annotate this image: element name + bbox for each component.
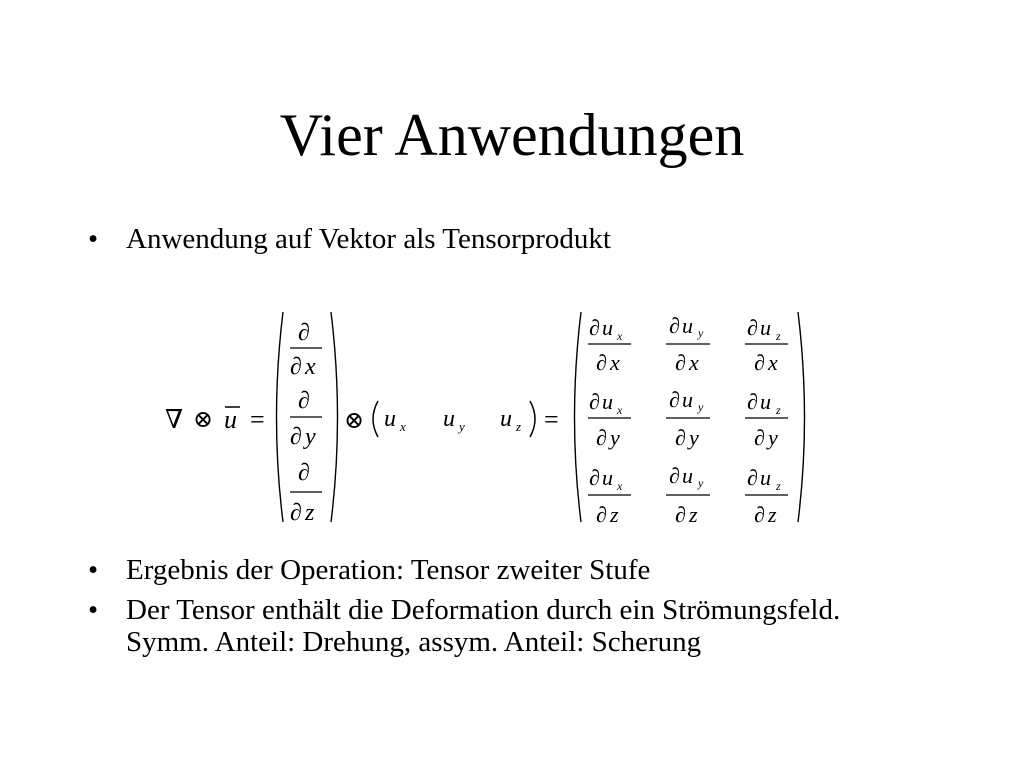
- partial-symbol: ∂: [596, 425, 607, 450]
- matrix-subscript: x: [617, 403, 623, 417]
- partial-symbol: ∂: [290, 500, 302, 526]
- matrix-subscript: y: [698, 400, 704, 414]
- partial-symbol: ∂: [669, 313, 680, 338]
- otimes-symbol: ⊗: [193, 407, 214, 433]
- otimes-symbol: ⊗: [344, 408, 365, 434]
- component-label: y: [768, 425, 778, 450]
- partial-symbol: ∂: [675, 425, 686, 450]
- component-label: z: [689, 502, 698, 527]
- right-paren-row: [530, 401, 535, 437]
- matrix-subscript: z: [776, 329, 781, 343]
- right-paren-matrix: [798, 312, 805, 522]
- bullet-marker: •: [88, 594, 99, 626]
- component-label: x: [689, 350, 699, 375]
- row-u: u: [384, 406, 396, 432]
- partial-symbol: ∂: [298, 388, 310, 414]
- left-paren-row: [373, 401, 378, 437]
- bullet-marker: •: [88, 223, 99, 255]
- left-paren-matrix: [575, 312, 582, 522]
- result-matrix-entries: [588, 313, 788, 527]
- partial-symbol: ∂: [589, 465, 600, 490]
- vector-u: u: [224, 405, 237, 434]
- matrix-u: u: [602, 389, 613, 414]
- matrix-subscript: x: [617, 329, 623, 343]
- matrix-u: u: [682, 463, 693, 488]
- matrix-u: u: [602, 465, 613, 490]
- partial-symbol: ∂: [589, 315, 600, 340]
- matrix-subscript: y: [698, 326, 704, 340]
- partial-symbol: ∂: [747, 465, 758, 490]
- component-label: z: [610, 502, 619, 527]
- row-subscript: z: [516, 419, 522, 434]
- matrix-u: u: [602, 315, 613, 340]
- component-label: z: [305, 500, 315, 526]
- partial-symbol: ∂: [754, 502, 765, 527]
- bullet-text: Ergebnis der Operation: Tensor zweiter Stufe: [126, 554, 651, 586]
- column-operator-entries: [290, 320, 322, 526]
- matrix-u: u: [760, 389, 771, 414]
- component-label: x: [768, 350, 778, 375]
- partial-symbol: ∂: [596, 502, 607, 527]
- equals-sign-1: =: [250, 405, 265, 434]
- partial-symbol: ∂: [596, 350, 607, 375]
- row-u: u: [443, 406, 455, 432]
- equals-sign-2: =: [544, 405, 559, 434]
- component-label: y: [305, 424, 316, 450]
- partial-symbol: ∂: [675, 502, 686, 527]
- component-label: x: [305, 354, 316, 380]
- matrix-u: u: [682, 313, 693, 338]
- left-paren-column: [277, 312, 284, 522]
- matrix-subscript: y: [698, 476, 704, 490]
- partial-symbol: ∂: [290, 424, 302, 450]
- matrix-u: u: [682, 387, 693, 412]
- row-subscript: y: [459, 419, 465, 434]
- component-label: y: [689, 425, 699, 450]
- matrix-u: u: [760, 315, 771, 340]
- partial-symbol: ∂: [589, 389, 600, 414]
- partial-symbol: ∂: [669, 387, 680, 412]
- partial-symbol: ∂: [754, 425, 765, 450]
- component-label: z: [768, 502, 777, 527]
- slide-title: Vier Anwendungen: [279, 102, 745, 168]
- partial-symbol: ∂: [747, 315, 758, 340]
- bullet-text: Anwendung auf Vektor als Tensorprodukt: [126, 223, 611, 255]
- row-subscript: x: [400, 419, 406, 434]
- partial-symbol: ∂: [747, 389, 758, 414]
- partial-symbol: ∂: [298, 320, 310, 346]
- partial-symbol: ∂: [290, 354, 302, 380]
- matrix-u: u: [760, 465, 771, 490]
- partial-symbol: ∂: [298, 460, 310, 486]
- matrix-subscript: z: [776, 479, 781, 493]
- partial-symbol: ∂: [669, 463, 680, 488]
- matrix-subscript: z: [776, 403, 781, 417]
- matrix-subscript: x: [617, 479, 623, 493]
- partial-symbol: ∂: [675, 350, 686, 375]
- component-label: y: [610, 425, 620, 450]
- row-u: u: [500, 406, 512, 432]
- partial-symbol: ∂: [754, 350, 765, 375]
- component-label: x: [610, 350, 620, 375]
- right-paren-column: [331, 312, 338, 522]
- bullet-marker: •: [88, 554, 99, 586]
- bullet-text: Der Tensor enthält die Deformation durch ein Strömungsfeld. Symm. Anteil: Drehung, assym. Anteil: Scherung: [126, 594, 841, 658]
- nabla-symbol: ∇: [165, 405, 184, 434]
